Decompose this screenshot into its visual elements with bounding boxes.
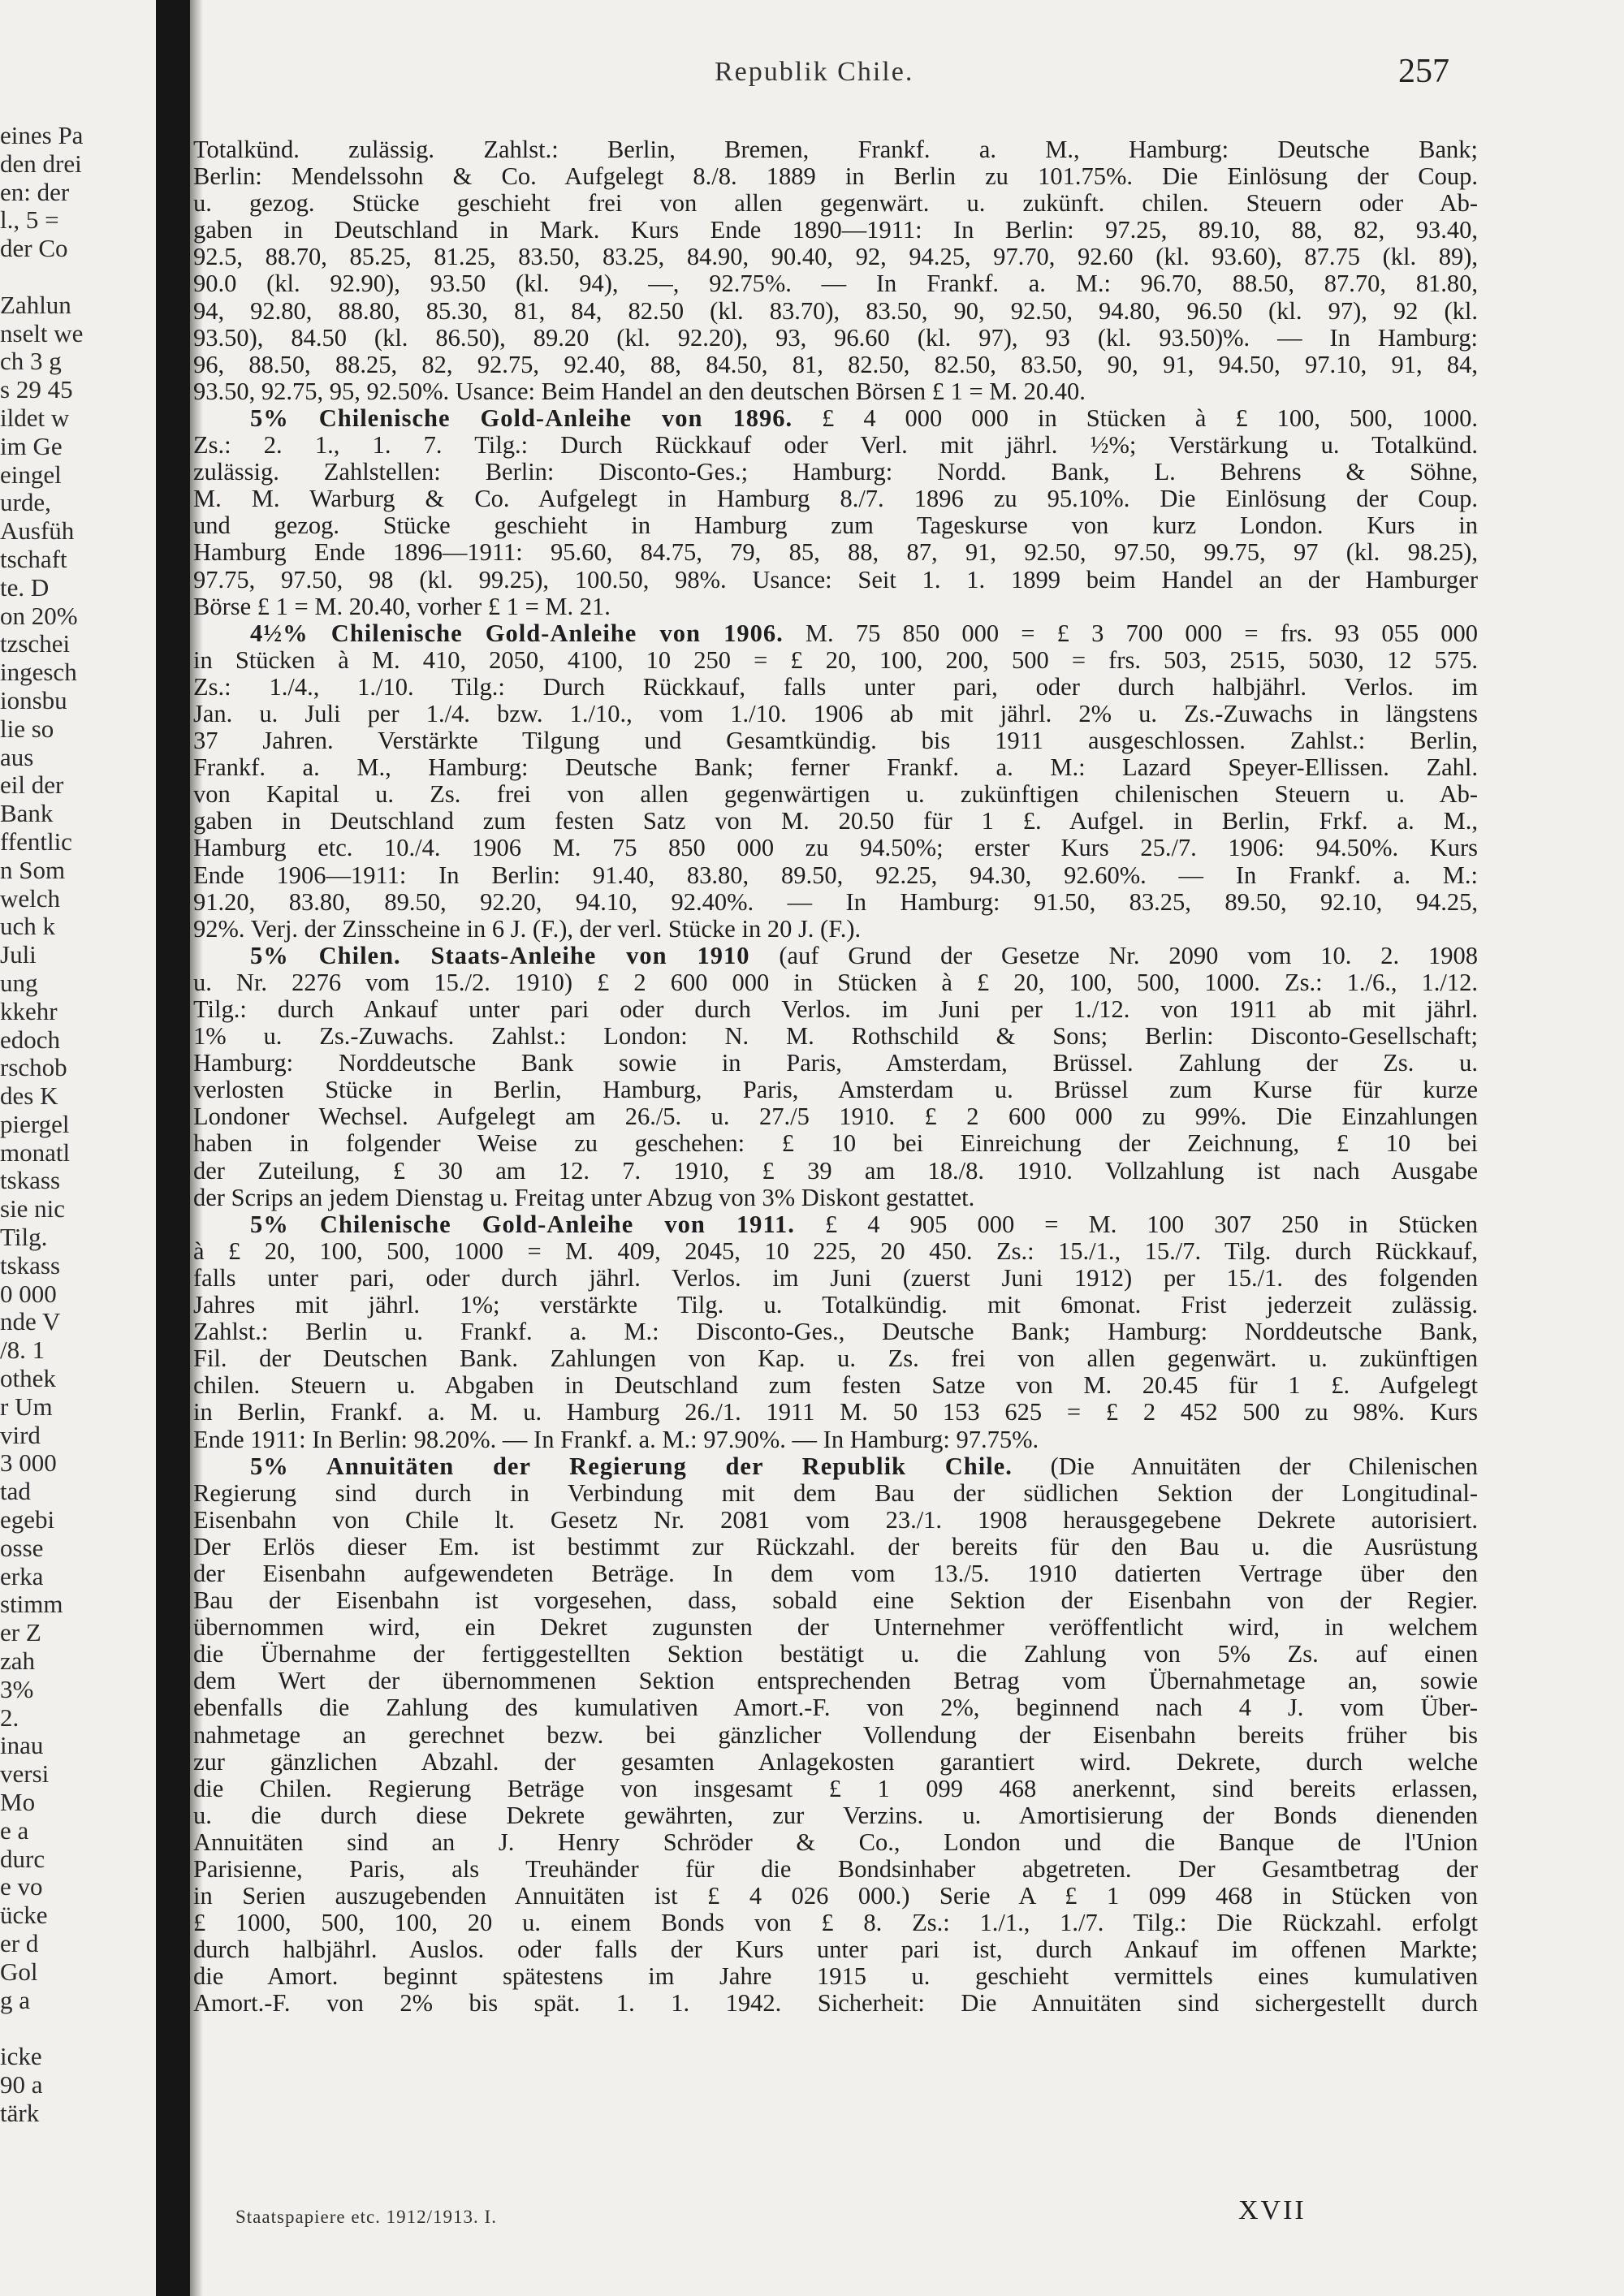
- left-fragment-line: l., 5 =: [0, 205, 59, 235]
- line-text: 91.20, 83.80, 89.50, 92.20, 94.10, 92.40%. — In Hamburg: 91.50, 83.25, 89.50, 92.10, 94.25,: [193, 888, 1478, 916]
- text-line: [193, 1480, 1478, 1507]
- line-text: Jahres mit jährl. 1%; verstärkte Tilg. u. Totalkündig. mit 6monat. Frist jederzeit zulässig.: [193, 1292, 1478, 1319]
- left-fragment-line: s 29 45: [0, 375, 73, 404]
- left-fragment-line: e a: [0, 1815, 29, 1845]
- left-fragment-line: tskass: [0, 1166, 61, 1195]
- printer-signature: XVII: [1238, 2195, 1307, 2225]
- text-line: [193, 996, 1478, 1023]
- line-text: der Scrips an jedem Dienstag u. Freitag unter Abzug von 3% Diskont gestattet.: [193, 1184, 975, 1211]
- section-heading: 5% Chilen. Staats-Anleihe von 1910: [250, 942, 750, 969]
- line-text: 93.50, 92.75, 95, 92.50%. Usance: Beim Handel an den deutschen Börsen £ 1 = M. 20.40.: [193, 378, 1086, 405]
- page-number: 257: [1398, 53, 1449, 90]
- text-line: [193, 781, 1478, 808]
- left-fragment-line: inau: [0, 1731, 44, 1760]
- text-line: [193, 1534, 1478, 1560]
- line-text: 90.0 (kl. 92.90), 93.50 (kl. 94), —, 92.75%. — In Frankf. a. M.: 96.70, 88.50, 87.70, 81.80,: [193, 270, 1478, 298]
- left-fragment-line: zah: [0, 1646, 36, 1676]
- line-text: 97.75, 97.50, 98 (kl. 99.25), 100.50, 98%. Usance: Seit 1. 1. 1899 beim Handel an der Hamburger: [193, 566, 1478, 593]
- left-fragment-line: Mo: [0, 1788, 36, 1817]
- line-text: à £ 20, 100, 500, 1000 = M. 409, 2045, 10 225, 20 450. Zs.: 15./1., 15./7. Tilg. durch Rückkauf,: [193, 1237, 1478, 1265]
- line-text: Ende 1911: In Berlin: 98.20%. — In Frankf. a. M.: 97.90%. — In Hamburg: 97.75%.: [193, 1426, 1039, 1453]
- text-line: [193, 1776, 1478, 1802]
- text-line: [193, 1399, 1478, 1426]
- line-text: Annuitäten sind an J. Henry Schröder & Co., London und die Banque de l'Union: [193, 1828, 1478, 1856]
- line-text: Hamburg etc. 10./4. 1906 M. 75 850 000 zu 94.50%; erster Kurs 25./7. 1906: 94.50%. Kurs: [193, 835, 1478, 862]
- text-line: [193, 1560, 1478, 1587]
- left-fragment-line: 2.: [0, 1703, 19, 1732]
- line-text: u. Nr. 2276 vom 15./2. 1910) £ 2 600 000 in Stücken à £ 20, 100, 500, 1000. Zs.: 1./6., 1./12.: [193, 969, 1478, 996]
- section-heading: 5% Chilenische Gold-Anleihe von 1896.: [250, 404, 793, 432]
- text-line: [193, 217, 1478, 244]
- text-line: [193, 1990, 1478, 2017]
- left-fragment-line: en: der: [0, 177, 70, 206]
- left-fragment-line: er Z: [0, 1618, 41, 1647]
- text-line: [193, 459, 1478, 486]
- text-line: [193, 270, 1478, 297]
- left-fragment-line: aus: [0, 742, 34, 771]
- line-text: M. 75 850 000 = £ 3 700 000 = frs. 93 055 000: [805, 619, 1478, 647]
- line-text: 94, 92.80, 88.80, 85.30, 81, 84, 82.50 (kl. 83.70), 83.50, 90, 92.50, 94.80, 96.50 (kl. 97), 92 (kl.: [193, 297, 1478, 325]
- text-line: [193, 1158, 1478, 1185]
- line-text: die Amort. beginnt spätestens im Jahre 1915 u. geschieht vermittels eines kumulativen: [193, 1963, 1478, 1991]
- line-text: von Kapital u. Zs. frei von allen gegenwärtigen u. zukünftigen chilenischen Steuern u. Ab-: [193, 781, 1478, 809]
- left-fragment-line: osse: [0, 1533, 44, 1562]
- line-text: Börse £ 1 = M. 20.40, vorher £ 1 = M. 21.: [193, 593, 611, 620]
- text-line: [193, 701, 1478, 727]
- line-text: Ende 1906—1911: In Berlin: 91.40, 83.80, 89.50, 92.25, 94.30, 92.60%. — In Frankf. a. M.:: [193, 861, 1478, 889]
- line-text: Frankf. a. M., Hamburg: Deutsche Bank; ferner Frankf. a. M.: Lazard Speyer-Ellissen. Zahl.: [193, 754, 1478, 782]
- text-line: [193, 1587, 1478, 1614]
- line-text: Zahlst.: Berlin u. Frankf. a. M.: Disconto-Ges., Deutsche Bank; Hamburg: Norddeutsche Bank,: [193, 1318, 1478, 1346]
- line-text: (Die Annuitäten der Chilenischen: [1050, 1452, 1478, 1480]
- left-fragment-line: monatl: [0, 1137, 71, 1167]
- left-fragment-line: welch: [0, 883, 61, 913]
- line-text: und gezog. Stücke geschieht in Hamburg zum Tageskurse von kurz London. Kurs in: [193, 512, 1478, 540]
- line-text: Amort.-F. von 2% bis spät. 1. 1. 1942. Sicherheit: Die Annuitäten sind sichergestellt durch: [193, 1990, 1478, 2018]
- left-fragment-line: othek: [0, 1364, 56, 1393]
- left-fragment-line: rschob: [0, 1053, 67, 1082]
- text-line: [193, 808, 1478, 835]
- text-line: [193, 1641, 1478, 1668]
- text-line: [193, 486, 1478, 512]
- left-fragment-line: [0, 263, 156, 291]
- text-line: [193, 432, 1478, 459]
- line-text: Jan. u. Juli per 1./4. bzw. 1./10., vom 1./10. 1906 ab mit jährl. 2% u. Zs.-Zuwachs in längstens: [193, 700, 1478, 727]
- line-text: 92%. Verj. der Zinsscheine in 6 J. (F.), der verl. Stücke in 20 J. (F.).: [193, 915, 862, 943]
- left-fragment-line: g a: [0, 1985, 31, 2014]
- line-text: ebenfalls die Zahlung des kumulativen Amort.-F. von 2%, beginnend nach 4 J. vom Über-: [193, 1694, 1478, 1722]
- section-heading: 5% Annuitäten der Regierung der Republik Chile.: [250, 1452, 1013, 1480]
- text-line: [193, 1185, 1478, 1211]
- left-fragment-line: /8. 1: [0, 1336, 45, 1365]
- text-line: [193, 943, 1478, 969]
- left-fragment-line: Juli: [0, 940, 37, 969]
- text-line: [193, 378, 1478, 405]
- left-fragment-line: ingesch: [0, 658, 77, 687]
- left-fragment-line: Ausfüh: [0, 516, 75, 546]
- left-fragment-line: 90 a: [0, 2069, 43, 2099]
- left-fragment-line: ch 3 g: [0, 347, 62, 376]
- left-fragment-line: tärk: [0, 2098, 40, 2127]
- left-fragment-line: 3 000: [0, 1448, 57, 1478]
- text-line: [193, 593, 1478, 620]
- section-heading: 5% Chilenische Gold-Anleihe von 1911.: [250, 1211, 795, 1238]
- line-text: 1% u. Zs.-Zuwachs. Zahlst.: London: N. M. Rothschild & Sons; Berlin: Disconto-Gesellschaft;: [193, 1023, 1478, 1051]
- text-line: [193, 889, 1478, 916]
- text-line: [193, 405, 1478, 432]
- text-line: [193, 1856, 1478, 1883]
- line-text: verlosten Stücke in Berlin, Hamburg, Paris, Amsterdam u. Brüssel zum Kurse für kurze: [193, 1077, 1478, 1104]
- line-text: falls unter pari, oder durch jährl. Verlos. im Juni (zuerst Juni 1912) per 15./1. des folgenden: [193, 1264, 1478, 1292]
- text-line: [193, 1963, 1478, 1990]
- left-page-fragment: [0, 122, 156, 2265]
- text-line: [193, 325, 1478, 352]
- line-text: Zs.: 2. 1., 1. 7. Tilg.: Durch Rückkauf oder Verl. mit jährl. ½%; Verstärkung u. Totalkünd.: [193, 432, 1478, 460]
- section-heading: 4½% Chilenische Gold-Anleihe von 1906.: [250, 619, 784, 647]
- left-fragment-line: im Ge: [0, 431, 63, 460]
- line-text: Londoner Wechsel. Aufgelegt am 26./5. u. 27./5 1910. £ 2 600 000 zu 99%. Die Einzahlungen: [193, 1103, 1478, 1131]
- left-fragment-line: erka: [0, 1561, 44, 1590]
- text-line: [193, 1318, 1478, 1345]
- text-line: [193, 1372, 1478, 1399]
- line-text: zulässig. Zahlstellen: Berlin: Disconto-Ges.; Hamburg: Nordd. Bank, L. Behrens & Söhne,: [193, 459, 1478, 486]
- line-text: Hamburg: Norddeutsche Bank sowie in Paris, Amsterdam, Brüssel. Zahlung der Zs. u.: [193, 1050, 1478, 1077]
- left-fragment-line: versi: [0, 1759, 50, 1789]
- text-line: [193, 1507, 1478, 1534]
- left-fragment-line: der Co: [0, 234, 68, 263]
- text-line: [193, 1050, 1478, 1077]
- line-text: (auf Grund der Gesetze Nr. 2090 vom 10. 2. 1908: [779, 942, 1478, 969]
- text-line: [193, 539, 1478, 566]
- line-text: M. M. Warburg & Co. Aufgelegt in Hamburg 8./7. 1896 zu 95.10%. Die Einlösung der Coup.: [193, 486, 1478, 513]
- left-fragment-line: ücke: [0, 1901, 48, 1930]
- left-fragment-line: [0, 2014, 156, 2043]
- left-fragment-line: lie so: [0, 714, 54, 743]
- text-line: [193, 1238, 1478, 1265]
- left-fragment-line: ildet w: [0, 403, 70, 432]
- text-line: [193, 163, 1478, 190]
- line-text: Totalkünd. zulässig. Zahlst.: Berlin, Bremen, Frankf. a. M., Hamburg: Deutsche Bank;: [193, 136, 1478, 163]
- left-fragment-line: den drei: [0, 149, 82, 178]
- line-text: Bau der Eisenbahn ist vorgesehen, dass, sobald eine Sektion der Eisenbahn von der Regier.: [193, 1587, 1478, 1615]
- line-text: £ 1000, 500, 100, 20 u. einem Bonds von £ 8. Zs.: 1./1., 1./7. Tilg.: Die Rückzahl. erfolgt: [193, 1910, 1478, 1937]
- text-line: [193, 136, 1478, 163]
- left-fragment-line: Gol: [0, 1957, 38, 1986]
- text-line: [193, 352, 1478, 378]
- text-line: [193, 244, 1478, 270]
- left-fragment-line: ung: [0, 968, 38, 997]
- left-fragment-line: tad: [0, 1477, 31, 1506]
- line-text: 92.5, 88.70, 85.25, 81.25, 83.50, 83.25, 84.90, 90.40, 92, 94.25, 97.70, 92.60 (kl. 93.60), 87.75 (kl. 89),: [193, 244, 1478, 271]
- left-fragment-line: des K: [0, 1081, 58, 1111]
- text-line: [193, 1103, 1478, 1130]
- line-text: Eisenbahn von Chile lt. Gesetz Nr. 2081 vom 23./1. 1908 herausgegebene Dekrete autorisiert.: [193, 1506, 1478, 1534]
- text-line: [193, 1077, 1478, 1103]
- line-text: übernommen wird, ein Dekret zugunsten der Unternehmer veröffentlicht wird, in welchem: [193, 1614, 1478, 1642]
- line-text: 37 Jahren. Verstärkte Tilgung und Gesamtkündig. bis 1911 ausgeschlossen. Zahlst.: Berlin,: [193, 727, 1478, 755]
- line-text: Tilg.: durch Ankauf unter pari oder durch Verlos. im Juni per 1./12. von 1911 ab mit jährl.: [193, 996, 1478, 1023]
- text-line: [193, 1722, 1478, 1749]
- line-text: £ 4 905 000 = M. 100 307 250 in Stücken: [824, 1211, 1478, 1238]
- left-fragment-line: Zahlun: [0, 290, 71, 319]
- line-text: die Chilen. Regierung Beträge von insgesamt £ 1 099 468 anerkennt, sind bereits erlassen,: [193, 1775, 1478, 1802]
- line-text: Fil. der Deutschen Bank. Zahlungen von Kap. u. Zs. frei von allen gegenwärt. u. zukünftigen: [193, 1345, 1478, 1373]
- left-fragment-line: e vo: [0, 1872, 43, 1901]
- left-fragment-line: eingel: [0, 460, 62, 489]
- book-gutter: [156, 0, 190, 2296]
- text-line: [193, 567, 1478, 593]
- text-line: [193, 1426, 1478, 1453]
- line-text: zur gänzlichen Abzahl. der gesamten Anlagekosten garantiert wird. Dekrete, durch welche: [193, 1748, 1478, 1776]
- line-text: in Serien auszugebenden Annuitäten ist £ 4 026 000.) Serie A £ 1 099 468 in Stücken von: [193, 1883, 1478, 1910]
- text-line: [193, 916, 1478, 943]
- line-text: dem Wert der übernommenen Sektion entsprechenden Betrag vom Übernahmetage an, sowie: [193, 1668, 1478, 1695]
- line-text: Regierung sind durch in Verbindung mit dem Bau der südlichen Sektion der Longitudinal-: [193, 1479, 1478, 1507]
- left-fragment-line: n Som: [0, 855, 66, 884]
- left-fragment-line: 3%: [0, 1674, 34, 1703]
- left-fragment-line: stimm: [0, 1590, 63, 1619]
- text-line: [193, 1130, 1478, 1157]
- left-fragment-line: te. D: [0, 572, 50, 602]
- text-line: [193, 1749, 1478, 1776]
- left-fragment-line: er d: [0, 1929, 39, 1957]
- left-fragment-line: edoch: [0, 1025, 61, 1054]
- page-body: [193, 136, 1478, 2018]
- text-line: [193, 1023, 1478, 1050]
- text-line: [193, 620, 1478, 647]
- text-line: [193, 1883, 1478, 1910]
- text-line: [193, 1910, 1478, 1936]
- line-text: gaben in Deutschland zum festen Satz von M. 20.50 für 1 £. Aufgel. in Berlin, Frkf. a. M.,: [193, 808, 1478, 835]
- text-line: [193, 512, 1478, 539]
- left-fragment-line: piergel: [0, 1109, 70, 1138]
- text-line: [193, 1802, 1478, 1829]
- text-line: [193, 1614, 1478, 1641]
- line-text: u. die durch diese Dekrete gewährten, zur Verzins. u. Amortisierung der Bonds dienenden: [193, 1802, 1478, 1829]
- text-line: [193, 1345, 1478, 1372]
- text-line: [193, 1265, 1478, 1292]
- text-line: [193, 674, 1478, 701]
- line-text: nahmetage an gerechnet bezw. bei gänzlicher Vollendung der Eisenbahn bereits früher bis: [193, 1721, 1478, 1749]
- line-text: die Übernahme der fertiggestellten Sektion bestätigt u. die Zahlung von 5% Zs. auf einen: [193, 1641, 1478, 1668]
- left-fragment-line: urde,: [0, 488, 51, 517]
- left-fragment-line: nde V: [0, 1307, 61, 1336]
- left-fragment-line: vird: [0, 1420, 41, 1449]
- text-line: [193, 1668, 1478, 1694]
- line-text: chilen. Steuern u. Abgaben in Deutschland zum festen Satze von M. 20.45 für 1 £. Aufgelegt: [193, 1372, 1478, 1400]
- text-line: [193, 647, 1478, 674]
- line-text: Zs.: 1./4., 1./10. Tilg.: Durch Rückkauf, falls unter pari, oder durch halbjährl. Verlos. im: [193, 673, 1478, 701]
- line-text: der Zuteilung, £ 30 am 12. 7. 1910, £ 39 am 18./8. 1910. Vollzahlung ist nach Ausgabe: [193, 1157, 1478, 1185]
- left-fragment-line: tskass: [0, 1250, 61, 1280]
- line-text: in Berlin, Frankf. a. M. u. Hamburg 26./1. 1911 M. 50 153 625 = £ 2 452 500 zu 98%. Kurs: [193, 1399, 1478, 1426]
- line-text: Berlin: Mendelssohn & Co. Aufgelegt 8./8. 1889 in Berlin zu 101.75%. Die Einlösung der Coup.: [193, 163, 1478, 191]
- line-text: Der Erlös dieser Em. ist bestimmt zur Rückzahl. der bereits für den Bau u. die Ausrüstung: [193, 1533, 1478, 1560]
- left-fragment-line: nselt we: [0, 318, 84, 347]
- line-text: 96, 88.50, 88.25, 82, 92.75, 92.40, 88, 84.50, 81, 82.50, 82.50, 83.50, 90, 91, 94.50, 97.10, 91, 84,: [193, 351, 1478, 378]
- left-fragment-line: 0 000: [0, 1279, 57, 1308]
- left-fragment-line: egebi: [0, 1505, 55, 1534]
- left-fragment-line: eines Pa: [0, 122, 84, 149]
- line-text: Parisienne, Paris, als Treuhänder für die Bondsinhaber abgetreten. Der Gesamtbetrag der: [193, 1856, 1478, 1883]
- text-line: [193, 835, 1478, 861]
- line-text: der Eisenbahn aufgewendeten Beträge. In dem vom 13./5. 1910 datierten Vertrage über den: [193, 1560, 1478, 1587]
- left-fragment-line: tschaft: [0, 544, 67, 573]
- line-text: 93.50), 84.50 (kl. 86.50), 89.20 (kl. 92.20), 93, 96.60 (kl. 97), 93 (kl. 93.50)%. — In Hamburg:: [193, 324, 1478, 352]
- left-fragment-line: Bank: [0, 799, 54, 828]
- left-fragment-line: sie nic: [0, 1194, 66, 1224]
- line-text: durch halbjährl. Auslos. oder falls der Kurs unter pari ist, durch Ankauf im offenen Markte;: [193, 1936, 1478, 1964]
- footer-imprint: Staatspapiere etc. 1912/1913. I.: [235, 2207, 497, 2227]
- text-line: [193, 1292, 1478, 1318]
- text-line: [193, 1694, 1478, 1721]
- text-line: [193, 1829, 1478, 1856]
- text-line: [193, 1936, 1478, 1963]
- left-fragment-line: durc: [0, 1844, 45, 1873]
- left-fragment-line: kkehr: [0, 996, 58, 1025]
- line-text: in Stücken à M. 410, 2050, 4100, 10 250 = £ 20, 100, 200, 500 = frs. 503, 2515, 5030, 12 575.: [193, 646, 1478, 674]
- text-line: [193, 969, 1478, 996]
- left-fragment-line: tzschei: [0, 629, 71, 658]
- line-text: £ 4 000 000 in Stücken à £ 100, 500, 1000.: [822, 404, 1478, 432]
- left-fragment-line: on 20%: [0, 601, 78, 630]
- text-line: [193, 190, 1478, 217]
- line-text: u. gezog. Stücke geschieht frei von allen gegenwärt. u. zukünft. chilen. Steuern oder Ab-: [193, 190, 1478, 218]
- left-fragment-line: Tilg.: [0, 1223, 48, 1252]
- line-text: haben in folgender Weise zu geschehen: £ 10 bei Einreichung der Zeichnung, £ 10 bei: [193, 1130, 1478, 1158]
- left-fragment-line: r Um: [0, 1392, 53, 1421]
- left-fragment-line: eil der: [0, 770, 64, 800]
- text-line: [193, 727, 1478, 754]
- left-fragment-line: ffentlic: [0, 826, 72, 856]
- text-line: [193, 754, 1478, 781]
- line-text: Hamburg Ende 1896—1911: 95.60, 84.75, 79, 85, 88, 87, 91, 92.50, 97.50, 99.75, 97 (kl. 98.25),: [193, 539, 1478, 567]
- left-fragment-line: ionsbu: [0, 685, 67, 714]
- text-line: [193, 298, 1478, 325]
- left-fragment-line: uch k: [0, 912, 56, 941]
- text-line: [193, 862, 1478, 889]
- left-fragment-line: icke: [0, 2042, 42, 2071]
- text-line: [193, 1453, 1478, 1480]
- line-text: gaben in Deutschland in Mark. Kurs Ende 1890—1911: In Berlin: 97.25, 89.10, 88, 82, 93.40,: [193, 217, 1478, 244]
- running-title: Republik Chile.: [715, 57, 914, 87]
- text-line: [193, 1211, 1478, 1238]
